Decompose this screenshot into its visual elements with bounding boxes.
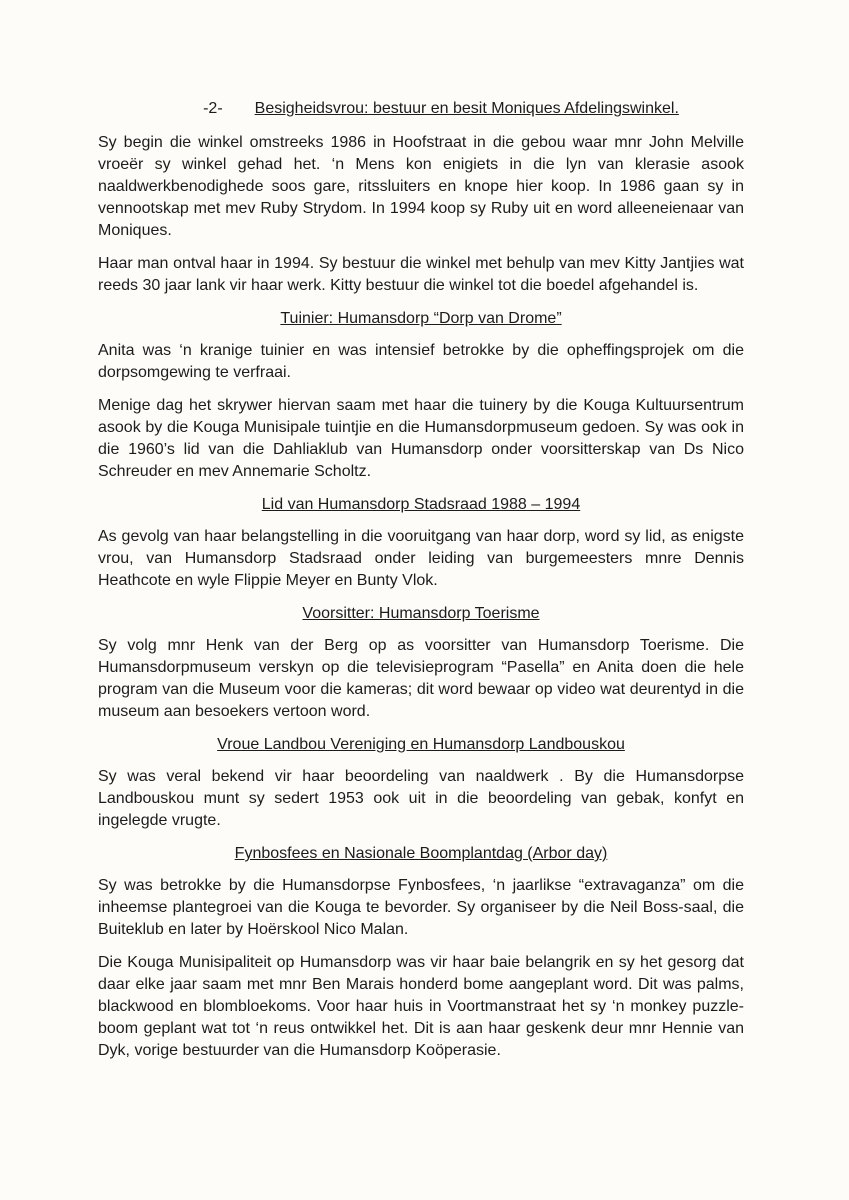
section-gardener <box>98 308 744 483</box>
section-heading: Lid van Humansdorp Stadsraad 1988 – 1994 <box>261 496 581 513</box>
paragraph: As gevolg van haar belangstelling in die vooruitgang van haar dorp, word sy lid, as enigste vrou, van Humansdorp Stadsraad onder leiding van burgemeesters mnre Dennis Heathcote en wyle Flippie Meyer en Bunty Vlok. <box>98 528 744 589</box>
paragraph: Menige dag het skrywer hiervan saam met haar die tuinery by die Kouga Kultuursentrum asook by die Kouga Munisipale tuintjie en die Humansdorpmuseum gedoen. Sy was ook in die 1960’s lid van die Dahliaklub van Humansdorp onder voorsitterskap van Ds Nico Schreuder en mev Annemarie Scholtz. <box>98 397 744 480</box>
paragraph: Anita was ‘n kranige tuinier en was intensief betrokke by die opheffingsprojek om die dorpsomgewing te verfraai. <box>98 342 744 381</box>
section-fynbos-arbor <box>98 843 744 1062</box>
page-header <box>98 98 744 120</box>
section-heading: Tuinier: Humansdorp “Dorp van Drome” <box>280 310 562 327</box>
document-body <box>98 98 744 1073</box>
section-business <box>98 132 744 297</box>
section-heading: Vroue Landbou Vereniging en Humansdorp Landbouskou <box>217 736 625 753</box>
paragraph: Sy volg mnr Henk van der Berg op as voorsitter van Humansdorp Toerisme. Die Humansdorpmuseum verskyn op die televisieprogram “Pasella” en Anita doen die hele program van die Museum voor die kameras; dit word bewaar op video wat deurentyd in die museum aan besoekers vertoon word. <box>98 637 744 720</box>
section-town-council <box>98 494 744 592</box>
section-agricultural-show <box>98 734 744 832</box>
section-tourism <box>98 603 744 723</box>
paragraph: Haar man ontval haar in 1994. Sy bestuur die winkel met behulp van mev Kitty Jantjies wat reeds 30 jaar lank vir haar werk. Kitty bestuur die winkel tot die boedel afgehandel is. <box>98 255 744 294</box>
paragraph: Die Kouga Munisipaliteit op Humansdorp was vir haar baie belangrik en sy het gesorg dat daar elke jaar saam met mnr Ben Marais honderd bome aangeplant word. Dit was palms, blackwood en blombloekoms. Voor haar huis in Voortmanstraat het sy ‘n monkey puzzle-boom geplant wat tot ‘n reus ontwikkel het. Dit is aan haar geskenk deur mnr Hennie van Dyk, vorige bestuurder van die Humansdorp Koöperasie. <box>98 954 744 1059</box>
page-title: Besigheidsvrou: bestuur en besit Moniques Afdelingswinkel. <box>254 100 679 117</box>
paragraph: Sy was betrokke by die Humansdorpse Fynbosfees, ‘n jaarlikse “extravaganza” om die inheemse plantegroei van die Kouga te bevorder. Sy organiseer by die Neil Boss-saal, die Buiteklub en later by Hoërskool Nico Malan. <box>98 877 744 938</box>
section-heading: Fynbosfees en Nasionale Boomplantdag (Arbor day) <box>234 845 608 862</box>
paragraph: Sy begin die winkel omstreeks 1986 in Hoofstraat in die gebou waar mnr John Melville vroeër sy winkel gehad het. ‘n Mens kon enigiets in die lyn van klerasie asook naaldwerkbenodighede soos gare, ritssluiters en knope hier koop. In 1986 gaan sy in vennootskap met mev Ruby Strydom. In 1994 koop sy Ruby uit en word alleeneienaar van Moniques. <box>98 134 744 239</box>
paragraph: Sy was veral bekend vir haar beoordeling van naaldwerk . By die Humansdorpse Landbouskou munt sy sedert 1953 ook uit in die beoordeling van gebak, konfyt en ingelegde vrugte. <box>98 768 744 829</box>
page-number: -2- <box>203 100 223 117</box>
section-heading: Voorsitter: Humansdorp Toerisme <box>302 605 540 622</box>
